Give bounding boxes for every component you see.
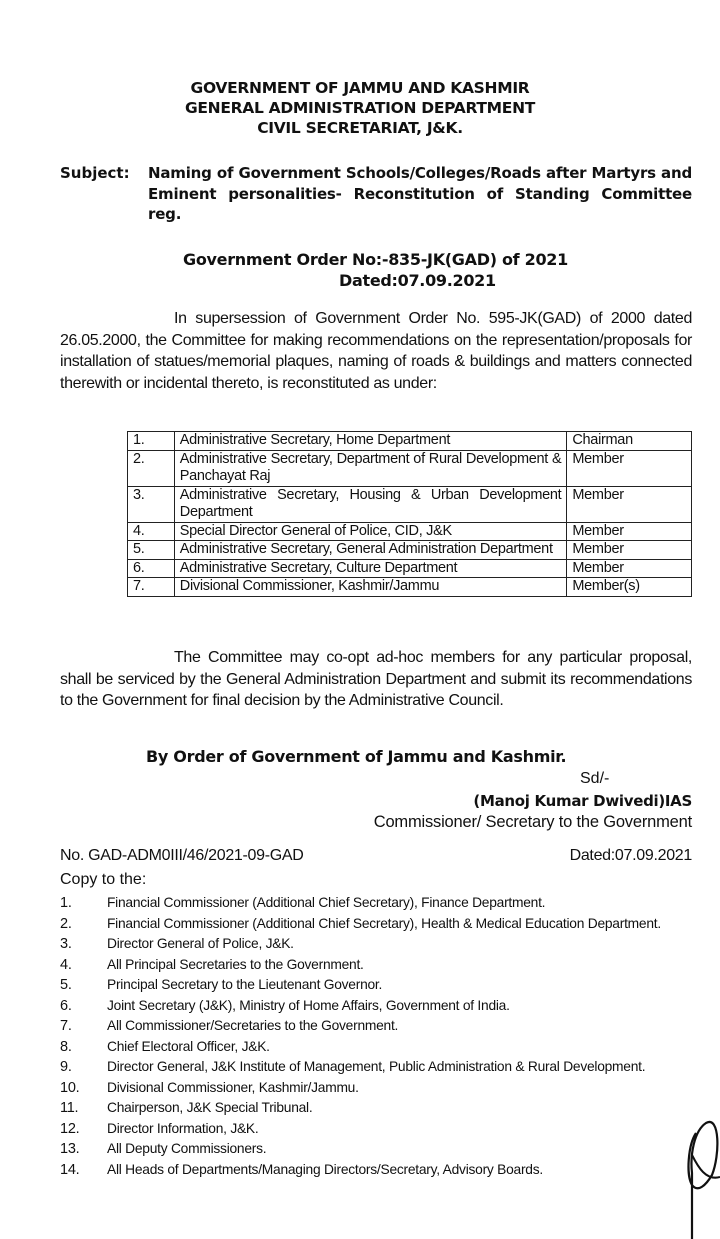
copy-to-item (60, 1016, 680, 1037)
copy-to-item-number: 14. (60, 1161, 80, 1178)
subject-label: Subject: (60, 164, 130, 182)
copy-to-item-number: 6. (60, 997, 72, 1014)
committee-row-number: 3. (128, 486, 175, 522)
committee-row-role: Member (567, 486, 692, 522)
copy-to-item-text: Financial Commissioner (Additional Chief Secretary), Health & Medical Education Department. (107, 915, 661, 931)
copy-to-item (60, 1057, 680, 1078)
copy-to-list (60, 893, 680, 1180)
copy-to-item-number: 10. (60, 1079, 80, 1096)
copy-to-item-number: 13. (60, 1141, 80, 1157)
copy-to-item (60, 934, 680, 955)
committee-row-designation: Administrative Secretary, General Administration Department (174, 541, 567, 560)
copy-to-item (60, 914, 680, 935)
reference-date: Dated:07.09.2021 (569, 847, 692, 864)
order-number: Government Order No:-835-JK(GAD) of 2021 (183, 250, 568, 269)
copy-to-item (60, 955, 680, 976)
committee-row (128, 559, 692, 578)
copy-to-item (60, 1078, 680, 1099)
committee-row-number: 6. (128, 559, 175, 578)
copy-to-item-text: All Deputy Commissioners. (107, 1141, 267, 1156)
handwritten-signature (676, 1115, 720, 1239)
order-date: Dated:07.09.2021 (339, 271, 496, 290)
committee-row-designation: Administrative Secretary, Housing & Urban Development Department (174, 486, 567, 522)
header-government: GOVERNMENT OF JAMMU AND KASHMIR (190, 79, 530, 97)
copy-to-item-number: 4. (60, 956, 72, 973)
copy-to-item-text: All Principal Secretaries to the Government. (107, 956, 364, 972)
committee-row (128, 432, 692, 451)
copy-to-item (60, 1037, 680, 1058)
committee-table (127, 431, 692, 597)
committee-row-role: Member (567, 541, 692, 560)
copy-to-item (60, 996, 680, 1017)
committee-row-number: 1. (128, 432, 175, 451)
second-paragraph (60, 647, 692, 712)
copy-to-item-number: 3. (60, 936, 72, 952)
copy-to-item-number: 2. (60, 915, 72, 932)
copy-to-item-text: All Heads of Departments/Managing Directors/Secretary, Advisory Boards. (107, 1161, 543, 1177)
committee-row-number: 7. (128, 578, 175, 597)
committee-row-role: Member (567, 559, 692, 578)
copy-to-item (60, 1160, 680, 1181)
committee-row (128, 541, 692, 560)
committee-row (128, 486, 692, 522)
copy-to-item-text: Divisional Commissioner, Kashmir/Jammu. (107, 1079, 359, 1095)
copy-to-item-number: 11. (60, 1100, 79, 1116)
copy-to-item-number: 12. (60, 1120, 80, 1137)
committee-row (128, 578, 692, 597)
committee-row (128, 450, 692, 486)
committee-row-designation: Administrative Secretary, Home Department (174, 432, 567, 451)
copy-to-item-text: Director General, J&K Institute of Management, Public Administration & Rural Development. (107, 1059, 646, 1074)
committee-row-number: 2. (128, 450, 175, 486)
signer-title: Commissioner/ Secretary to the Government (373, 813, 692, 831)
header-secretariat: CIVIL SECRETARIAT, J&K. (257, 119, 463, 137)
copy-to-item (60, 1139, 680, 1160)
committee-row-designation: Administrative Secretary, Department of Rural Development & Panchayat Raj (174, 450, 567, 486)
copy-to-item (60, 1098, 680, 1119)
copy-to-item (60, 1119, 680, 1140)
intro-paragraph (60, 308, 692, 394)
copy-to-item-text: Director Information, J&K. (107, 1120, 259, 1136)
committee-row-role: Member (567, 450, 692, 486)
subject-block (60, 163, 692, 225)
copy-to-item (60, 893, 680, 914)
committee-row-number: 5. (128, 541, 175, 560)
copy-to-item-text: Financial Commissioner (Additional Chief Secretary), Finance Department. (107, 895, 546, 910)
committee-row-designation: Special Director General of Police, CID, J&K (174, 522, 567, 541)
copy-to-item-number: 7. (60, 1018, 72, 1034)
intro-paragraph-text: In supersession of Government Order No. 595-JK(GAD) of 2000 dated 26.05.2000, the Committee for making recommendations on the representation/proposals for installation of statues/memorial plaques, naming of roads & buildings and matters connected therewith or incidental thereto, is reconstituted as under: (60, 310, 692, 392)
copy-to-item-text: Chief Electoral Officer, J&K. (107, 1038, 270, 1054)
copy-to-item-number: 5. (60, 977, 72, 993)
copy-to-item-number: 1. (60, 895, 72, 911)
by-order-line: By Order of Government of Jammu and Kashmir. (146, 747, 567, 766)
committee-row-designation: Administrative Secretary, Culture Department (174, 559, 567, 578)
copy-to-item-text: All Commissioner/Secretaries to the Government. (107, 1018, 399, 1033)
copy-to-item-number: 9. (60, 1059, 72, 1075)
committee-row-role: Chairman (567, 432, 692, 451)
reference-number: No. GAD-ADM0III/46/2021-09-GAD (60, 847, 304, 864)
copy-to-item-text: Joint Secretary (J&K), Ministry of Home Affairs, Government of India. (107, 997, 510, 1013)
second-paragraph-text: The Committee may co-opt ad-hoc members for any particular proposal, shall be serviced by the General Administration Department and submit its recommendations to the Government for final decision by the Administrative Council. (60, 649, 692, 709)
committee-row-designation: Divisional Commissioner, Kashmir/Jammu (174, 578, 567, 597)
committee-row-role: Member (567, 522, 692, 541)
signer-name: (Manoj Kumar Dwivedi)IAS (473, 792, 692, 810)
committee-row (128, 522, 692, 541)
subject-text: Naming of Government Schools/Colleges/Roads after Martyrs and Eminent personalities- Reconstitution of Standing Committee reg. (148, 164, 692, 223)
header-department: GENERAL ADMINISTRATION DEPARTMENT (184, 99, 536, 117)
copy-to-item-text: Principal Secretary to the Lieutenant Governor. (107, 977, 383, 992)
copy-to-item (60, 975, 680, 996)
committee-row-role: Member(s) (567, 578, 692, 597)
copy-to-item-text: Director General of Police, J&K. (107, 936, 294, 951)
copy-to-heading: Copy to the: (60, 871, 147, 888)
copy-to-item-text: Chairperson, J&K Special Tribunal. (107, 1100, 313, 1115)
copy-to-item-number: 8. (60, 1038, 72, 1055)
sd-mark: Sd/- (580, 770, 610, 787)
committee-row-number: 4. (128, 522, 175, 541)
